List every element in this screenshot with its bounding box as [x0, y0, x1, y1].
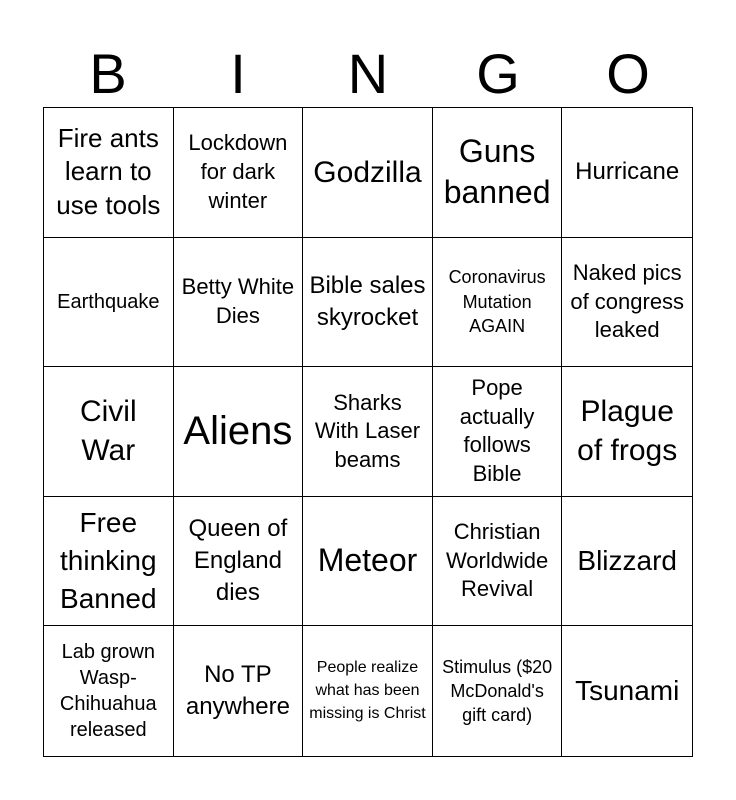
cell-label: Naked pics of congress leaked — [570, 260, 685, 343]
cell-label: Free thinking Banned — [60, 507, 157, 614]
bingo-cell[interactable] — [44, 238, 174, 368]
cell-label: Hurricane — [575, 158, 680, 186]
bingo-cell[interactable] — [433, 238, 563, 368]
header-letter-o: O — [606, 42, 650, 105]
cell-label: Earthquake — [57, 290, 160, 313]
bingo-cell[interactable] — [562, 367, 692, 497]
bingo-cell[interactable] — [303, 108, 433, 238]
bingo-header — [43, 40, 693, 108]
cell-label: Aliens — [183, 409, 293, 454]
header-letter-g: G — [476, 42, 520, 105]
bingo-board — [43, 107, 693, 757]
bingo-cell[interactable] — [562, 497, 692, 627]
cell-label: Fire ants learn to use tools — [56, 122, 161, 221]
cell-label: Queen of England dies — [188, 514, 288, 607]
bingo-cell[interactable] — [44, 626, 174, 756]
cell-label: Blizzard — [577, 545, 677, 577]
cell-label: People realize what has been missing is Christ — [309, 659, 426, 722]
bingo-cell[interactable] — [433, 108, 563, 238]
header-letter-n: N — [347, 42, 389, 105]
bingo-cell[interactable] — [174, 238, 304, 368]
bingo-cell[interactable] — [303, 497, 433, 627]
bingo-cell[interactable] — [44, 367, 174, 497]
bingo-cell[interactable] — [433, 497, 563, 627]
bingo-cell[interactable] — [174, 367, 304, 497]
cell-label: Meteor — [317, 542, 418, 579]
bingo-cell[interactable] — [44, 497, 174, 627]
cell-label: Godzilla — [313, 155, 422, 189]
bingo-cell[interactable] — [433, 626, 563, 756]
cell-label: Betty White Dies — [181, 274, 295, 328]
cell-label: Lockdown for dark winter — [188, 130, 288, 213]
bingo-cell[interactable] — [433, 367, 563, 497]
bingo-cell[interactable] — [174, 497, 304, 627]
bingo-cell[interactable] — [174, 108, 304, 238]
cell-label: Civil War — [79, 395, 137, 468]
bingo-cell[interactable] — [303, 626, 433, 756]
cell-label: No TP anywhere — [185, 660, 290, 721]
cell-label: Plague of frogs — [577, 395, 678, 468]
bingo-cell[interactable] — [174, 626, 304, 756]
cell-label: Lab grown Wasp-Chihuahua released — [59, 641, 157, 742]
cell-label: Bible sales skyrocket — [309, 271, 426, 331]
bingo-cell[interactable] — [562, 626, 692, 756]
cell-label: Tsunami — [575, 675, 680, 707]
bingo-cell[interactable] — [303, 367, 433, 497]
header-letter-i: I — [230, 42, 246, 105]
bingo-cell[interactable] — [562, 108, 692, 238]
cell-label: Coronavirus Mutation AGAIN — [448, 267, 546, 337]
cell-label: Stimulus ($20 McDonald's gift card) — [442, 656, 553, 726]
cell-label: Sharks With Laser beams — [314, 389, 421, 472]
cell-label: Pope actually follows Bible — [459, 375, 535, 487]
bingo-cell[interactable] — [562, 238, 692, 368]
cell-label: Christian Worldwide Revival — [445, 519, 549, 602]
cell-label: Guns banned — [443, 132, 551, 211]
bingo-cell[interactable] — [303, 238, 433, 368]
header-letter-b: B — [89, 42, 127, 105]
bingo-cell[interactable] — [44, 108, 174, 238]
